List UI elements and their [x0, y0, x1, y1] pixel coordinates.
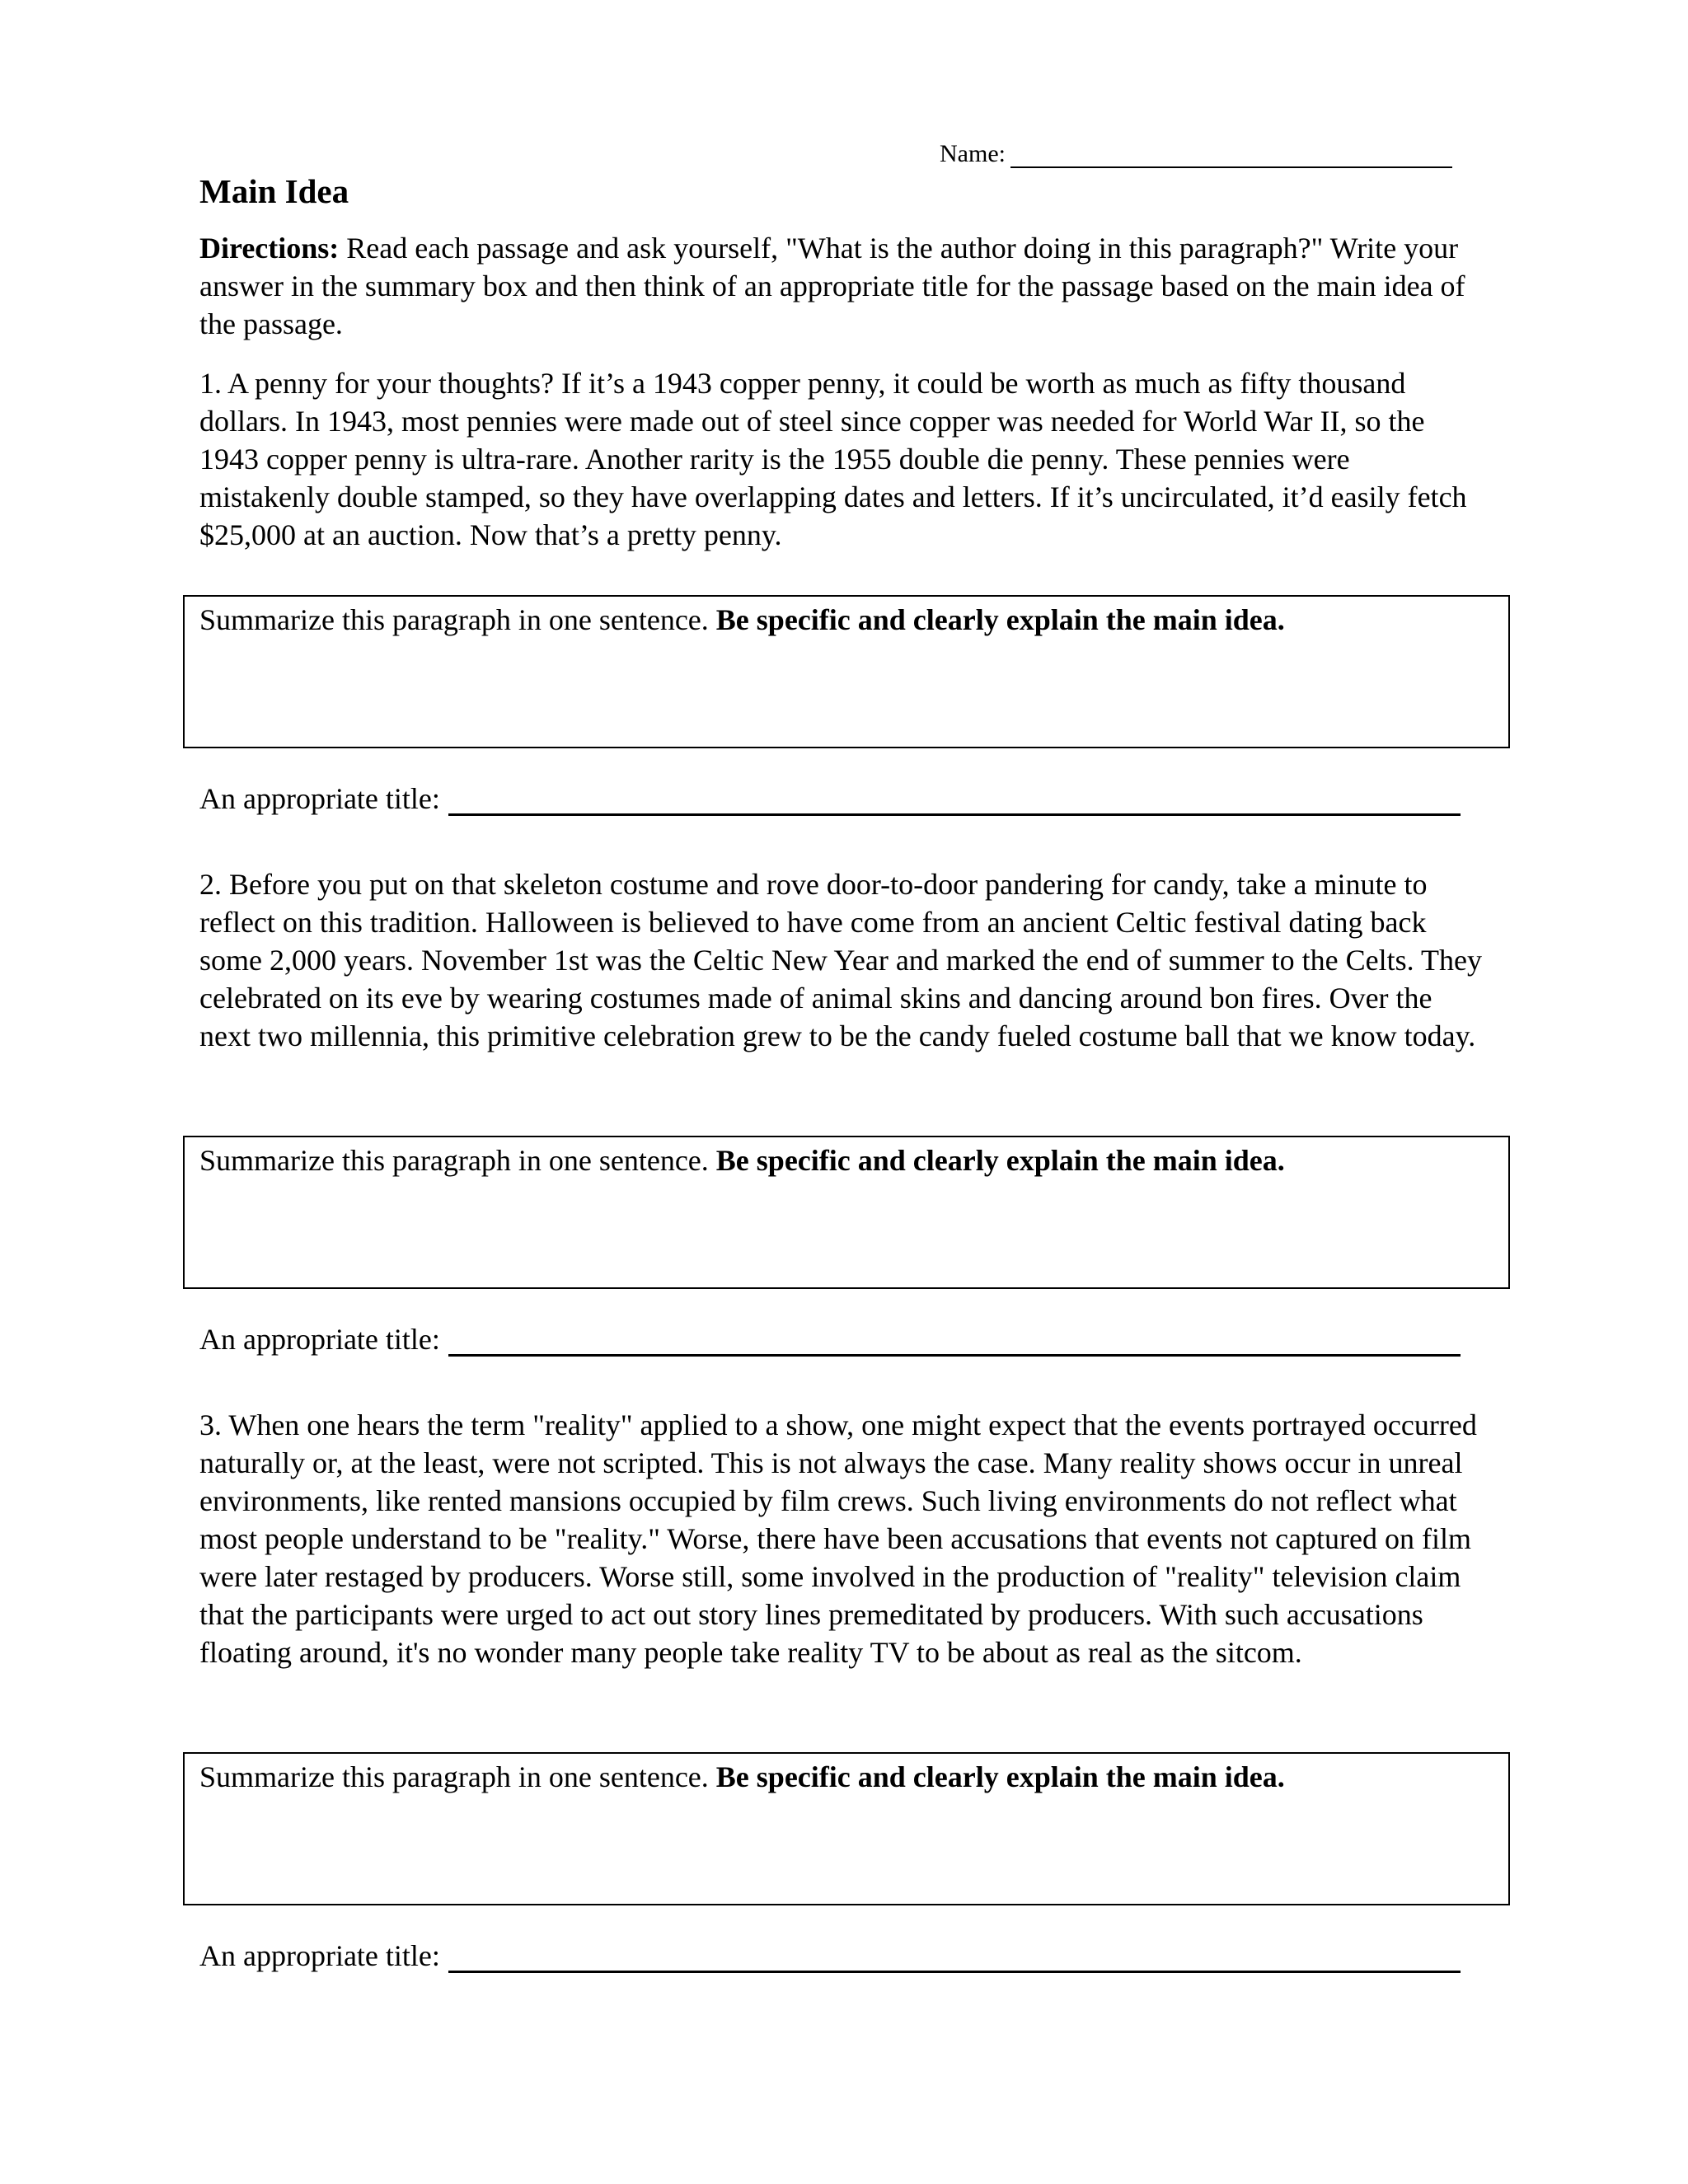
title-blank-line-2[interactable] [448, 1329, 1461, 1357]
name-blank-line[interactable] [1010, 145, 1452, 168]
title-row-2 [199, 1322, 1461, 1357]
title-prompt: An appropriate title: [199, 1323, 440, 1356]
title-row-1 [199, 781, 1461, 816]
summary-emphasis: Be specific and clearly explain the main idea. [715, 1144, 1285, 1177]
summary-prompt: Summarize this paragraph in one sentence. [199, 1760, 716, 1793]
title-prompt: An appropriate title: [199, 782, 440, 815]
title-blank-line-1[interactable] [448, 789, 1461, 816]
summary-emphasis: Be specific and clearly explain the main idea. [715, 603, 1285, 636]
name-label: Name: [940, 140, 1006, 167]
title-prompt: An appropriate title: [199, 1939, 440, 1972]
summary-prompt: Summarize this paragraph in one sentence. [199, 603, 716, 636]
passage-3: 3. When one hears the term "reality" applied to a show, one might expect that the events portrayed occurred naturally or, at the least, were not scripted. This is not always the case. Many reality shows occur in unreal environments, like rented mansions occupied by film crews. Such living environments do not reflect what most people understand to be "reality." Worse, there have been accusations that events not captured on film were later restaged by producers. Worse still, some involved in the production of "reality" television claim that the participants were urged to act out story lines premeditated by producers. With such accusations floating around, it's no wonder many people take reality TV to be about as real as the sitcom. [199, 1408, 1477, 1669]
summary-box-2[interactable] [183, 1136, 1510, 1289]
summary-emphasis: Be specific and clearly explain the main idea. [715, 1760, 1285, 1793]
name-field-row [940, 140, 1452, 168]
summary-box-3[interactable] [183, 1752, 1510, 1905]
title-blank-line-3[interactable] [448, 1946, 1461, 1973]
worksheet-title: Main Idea [199, 172, 349, 210]
passage-2: 2. Before you put on that skeleton costume and rove door-to-door pandering for candy, take a minute to reflect on this tradition. Halloween is believed to have come from an ancient Celtic festival dating back some 2,000 years. November 1st was the Celtic New Year and marked the end of summer to the Celts. They celebrated on its eve by wearing costumes made of animal skins and dancing around bon fires. Over the next two millennia, this primitive celebration grew to be the candy fueled costume ball that we know today. [199, 868, 1482, 1052]
summary-box-1[interactable] [183, 595, 1510, 748]
directions-label: Directions: [199, 232, 340, 265]
directions [199, 229, 1485, 343]
title-row-3 [199, 1938, 1461, 1973]
passage-1: 1. A penny for your thoughts? If it’s a 1943 copper penny, it could be worth as much as fifty thousand dollars. In 1943, most pennies were made out of steel since copper was needed for World War II, so the 1943 copper penny is ultra-rare. Another rarity is the 1955 double die penny. These pennies were mistakenly double stamped, so they have overlapping dates and letters. If it’s uncirculated, it’d easily fetch $25,000 at an auction. Now that’s a pretty penny. [199, 367, 1467, 551]
directions-text: Read each passage and ask yourself, "What is the author doing in this paragraph?" Write your answer in the summary box and then think of an appropriate title for the passage based on the main idea of the passage. [199, 232, 1465, 340]
summary-prompt: Summarize this paragraph in one sentence. [199, 1144, 716, 1177]
